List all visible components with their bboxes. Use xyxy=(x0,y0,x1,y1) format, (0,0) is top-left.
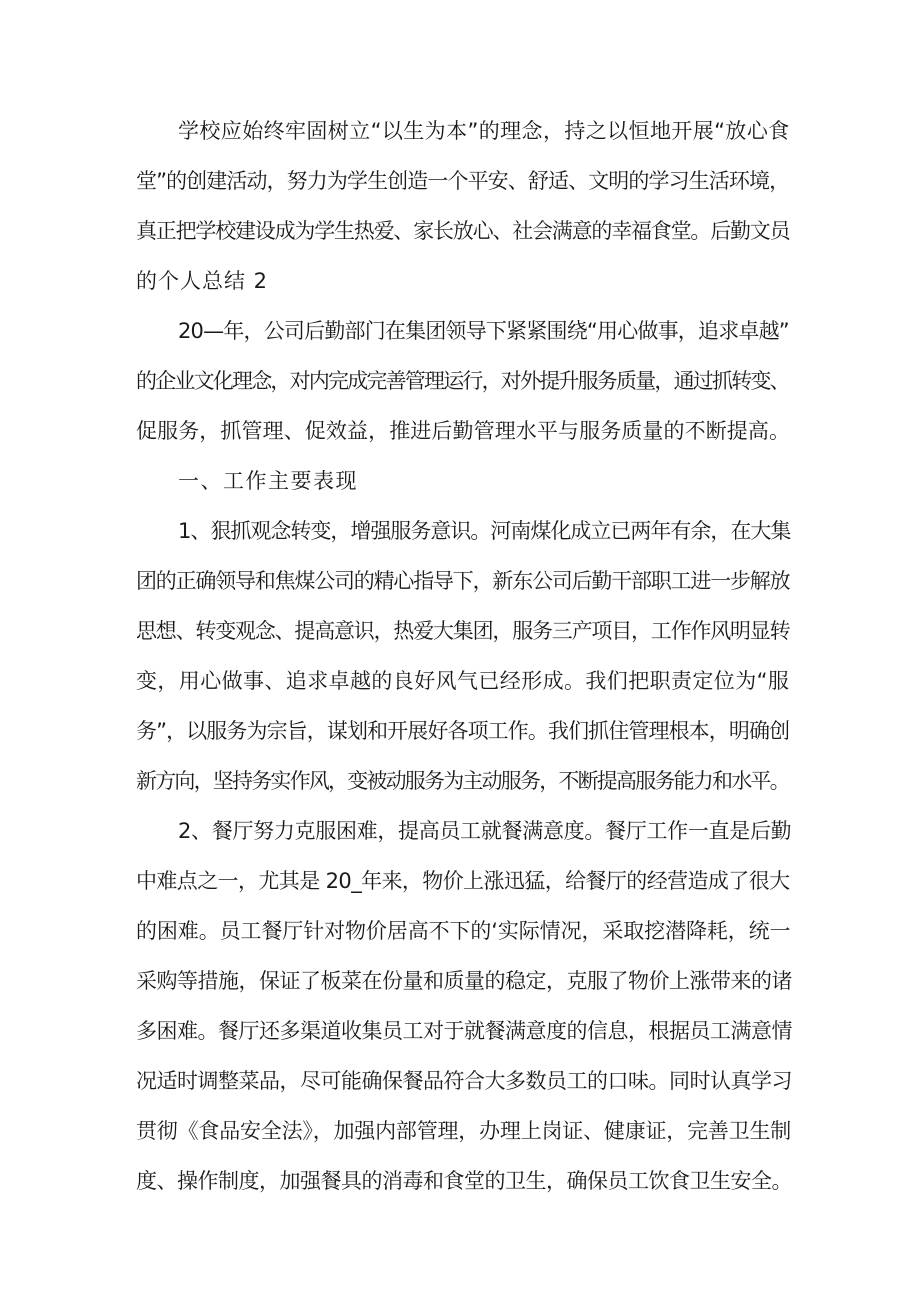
paragraph-1-line-1: 学校应始终牢固树立“以生为本”的理念，持之以恒地开展“放心食 xyxy=(178,119,790,143)
paragraph-2-line-2: 的企业文化理念，对内完成完善管理运行，对外提升服务质量，通过抓转变、 xyxy=(136,369,789,393)
paragraph-5-line-4: 采购等措施，保证了板菜在份量和质量的稳定，克服了物价上涨带来的诸 xyxy=(136,969,792,993)
paragraph-2-line-3: 促服务，抓管理、促效益，推进后勤管理水平与服务质量的不断提高。 xyxy=(136,419,791,443)
paragraph-5-line-5: 多困难。餐厅还多渠道收集员工对于就餐满意度的信息，根据员工满意情 xyxy=(136,1019,792,1043)
paragraph-5-line-8: 度、操作制度，加强餐具的消毒和食堂的卫生，确保员工饮食卫生安全。 xyxy=(136,1169,792,1193)
paragraph-4-line-3: 思想、转变观念、提高意识，热爱大集团，服务三产项目，工作作风明显转 xyxy=(136,619,790,643)
paragraph-1-line-4: 的个人总结 2 xyxy=(136,269,269,293)
paragraph-1-line-2: 堂”的创建活动，努力为学生创造一个平安、舒适、文明的学习生活环境， xyxy=(136,169,790,193)
paragraph-4-line-1: 1、狠抓观念转变，增强服务意识。河南煤化成立已两年有余，在大集 xyxy=(178,519,791,543)
paragraph-5-line-1: 2、餐厅努力克服困难，提高员工就餐满意度。餐厅工作一直是后勤 xyxy=(178,819,792,843)
paragraph-5-line-7: 贯彻《食品安全法》，加强内部管理，办理上岗证、健康证，完善卫生制 xyxy=(136,1119,792,1143)
paragraph-5-line-6: 况适时调整菜品，尽可能确保餐品符合大多数员工的口味。同时认真学习 xyxy=(136,1069,792,1093)
paragraph-5-line-2: 中难点之一，尤其是 20_年来，物价上涨迅猛，给餐厅的经营造成了很大 xyxy=(136,869,790,893)
section-heading: 一、工作主要表现 xyxy=(178,469,358,493)
paragraph-4-line-2: 团的正确领导和焦煤公司的精心指导下，新东公司后勤干部职工进一步解放 xyxy=(136,569,790,593)
paragraph-4-line-6: 新方向，坚持务实作风，变被动服务为主动服务，不断提高服务能力和水平。 xyxy=(136,769,789,793)
paragraph-5-line-3: 的困难。员工餐厅针对物价居高不下的‘实际情况，采取挖潜降耗，统一 xyxy=(136,919,791,943)
paragraph-2-line-1: 20—年，公司后勤部门在集团领导下紧紧围绕“用心做事，追求卓越” xyxy=(178,319,789,343)
paragraph-1-line-3: 真正把学校建设成为学生热爱、家长放心、社会满意的幸福食堂。后勤文员 xyxy=(136,219,790,243)
paragraph-4-line-4: 变，用心做事、追求卓越的良好风气已经形成。我们把职责定位为“服 xyxy=(136,669,790,693)
paragraph-4-line-5: 务”，以服务为宗旨，谋划和开展好各项工作。我们抓住管理根本，明确创 xyxy=(136,719,790,743)
